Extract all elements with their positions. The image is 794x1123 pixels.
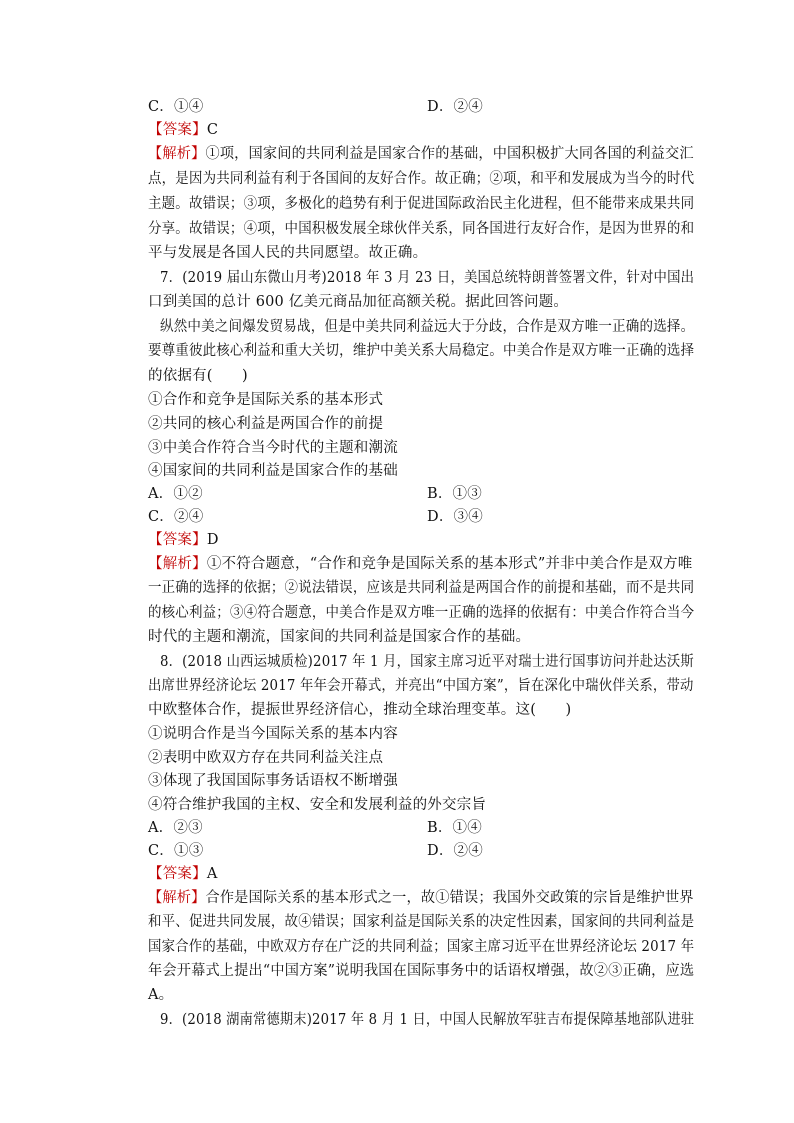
answer-value: A <box>206 866 218 882</box>
q8-analysis-line: 【解析】合作是国际关系的基本形式之一，故①错误；我国外交政策的宗旨是维护世界 <box>148 890 694 906</box>
q8-item: ③体现了我国国际事务话语权不断增强 <box>148 773 398 789</box>
q7-stem-line: 纵然中美之间爆发贸易战，但是中美共同利益远大于分歧，合作是双方唯一正确的选择。 <box>160 319 695 335</box>
q8-stem-line: 中欧整体合作，提振世界经济信心，推动全球治理变革。这( ) <box>148 702 572 718</box>
analysis-label: 【解析】 <box>148 146 206 162</box>
answer-label: 【答案】 <box>148 122 207 138</box>
analysis-label: 【解析】 <box>148 890 206 906</box>
q7-analysis-line: 【解析】①不符合题意，“合作和竞争是国际关系的基本形式”并非中美合作是双方唯 <box>148 556 693 572</box>
q6-answer <box>148 120 678 140</box>
q6-analysis-line: 分享。故错误；④项，中国积极发展全球伙伴关系，同各国进行友好合作，是因为世界的和 <box>148 221 695 237</box>
q7-analysis-line: 一正确的选择的依据；②说法错误，应该是共同利益是两国合作的前提和基础，而不是共同 <box>148 580 695 596</box>
q6-option-c: C．①④ <box>148 99 204 115</box>
q7-analysis-line: 时代的主题和潮流，国家间的共同利益是国家合作的基础。 <box>148 629 531 645</box>
analysis-label: 【解析】 <box>148 556 207 572</box>
q8-answer <box>148 864 678 884</box>
q7-option-b: B．①③ <box>427 486 482 502</box>
q7-stem-line: 7．(2019 届山东微山月考)2018 年 3 月 23 日，美国总统特朗普签署文件，针对中国出 <box>160 270 695 286</box>
q7-analysis-line: 的核心利益；③④符合题意，中美合作是双方唯一正确的选择的依据有：中美合作符合当今 <box>148 605 695 621</box>
q7-option-a: A．①② <box>148 486 203 502</box>
q7-stem-line: 口到美国的总计 600 亿美元商品加征高额关税。据此回答问题。 <box>148 294 569 310</box>
q8-stem-line: 8．(2018 山西运城质检)2017 年 1 月，国家主席习近平对瑞士进行国事访问并赴达沃斯 <box>160 654 694 670</box>
q8-option-c: C．①③ <box>148 843 204 859</box>
q8-analysis-line: 和平、促进共同发展，故④错误；国家利益是国际关系的决定性因素，国家间的共同利益是 <box>148 914 695 930</box>
q7-item: ④国家间的共同利益是国家合作的基础 <box>148 463 398 479</box>
answer-label: 【答案】 <box>148 866 207 882</box>
q8-option-a: A．②③ <box>148 820 203 836</box>
answer-value: D <box>206 532 219 548</box>
q9-stem-line: 9．(2018 湖南常德期末)2017 年 8 月 1 日，中国人民解放军驻吉布提保障基地部队进驻 <box>160 1012 695 1028</box>
q7-answer <box>148 530 678 550</box>
q8-stem-line: 出席世界经济论坛 2017 年年会开幕式，并亮出“中国方案”，旨在深化中瑞伙伴关系，带动 <box>148 678 694 694</box>
q8-option-d: D．②④ <box>427 843 483 859</box>
q7-item: ③中美合作符合当今时代的主题和潮流 <box>148 440 398 456</box>
q8-item: ②表明中欧双方存在共同利益关注点 <box>148 750 384 766</box>
q7-stem-line: 的依据有( ) <box>148 368 248 384</box>
answer-label: 【答案】 <box>148 532 207 548</box>
q7-item: ①合作和竞争是国际关系的基本形式 <box>148 392 384 408</box>
q8-option-b: B．①④ <box>427 820 482 836</box>
q6-option-d: D．②④ <box>427 99 483 115</box>
q6-analysis-line: 【解析】①项，国家间的共同利益是国家合作的基础，中国积极扩大同各国的利益交汇 <box>148 146 694 162</box>
answer-value: C <box>206 122 219 138</box>
q8-analysis-line: A。 <box>148 987 174 1003</box>
q7-option-c: C．②④ <box>148 509 204 525</box>
q7-stem-line: 要尊重彼此核心利益和重大关切，维护中美关系大局稳定。中美合作是双方唯一正确的选择 <box>148 343 695 359</box>
q6-analysis-line: 主题。故错误；③项，多极化的趋势有利于促进国际政治民主化进程，但不能带来成果共同 <box>148 196 695 212</box>
q8-item: ①说明合作是当今国际关系的基本内容 <box>148 726 398 742</box>
q6-analysis-line: 平与发展是各国人民的共同愿望。故正确。 <box>148 245 428 261</box>
q8-item: ④符合维护我国的主权、安全和发展利益的外交宗旨 <box>148 797 487 813</box>
q8-analysis-line: 国家合作的基础，中欧双方存在广泛的共同利益；国家主席习近平在世界经济论坛 2017 年 <box>148 939 695 955</box>
q6-analysis-line: 点，是因为共同利益有利于各国间的友好合作。故正确；②项，和平和发展成为当今的时代 <box>148 171 695 187</box>
q8-analysis-line: 年会开幕式上提出“中国方案”说明我国在国际事务中的话语权增强，故②③正确，应选 <box>148 963 695 979</box>
q7-option-d: D．③④ <box>427 509 483 525</box>
q7-item: ②共同的核心利益是两国合作的前提 <box>148 416 384 432</box>
